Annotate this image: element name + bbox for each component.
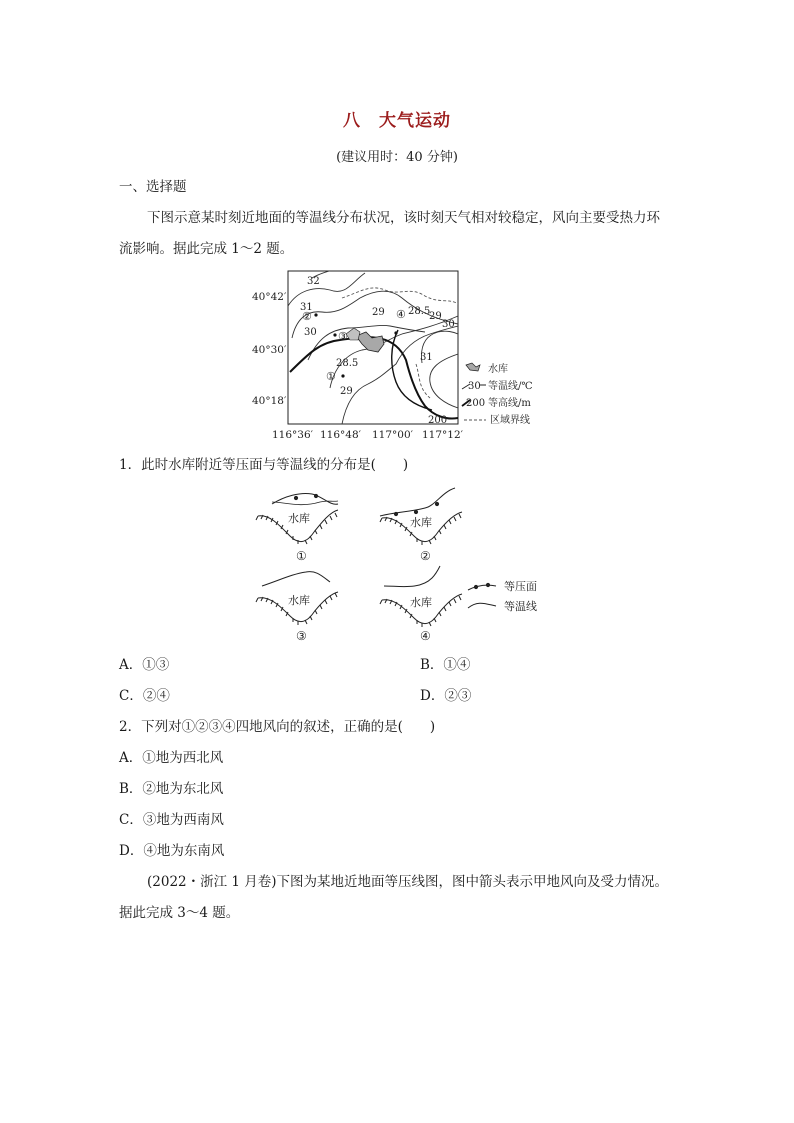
q1-diagrams <box>250 486 550 646</box>
lon-label-3: 117°00′ <box>372 429 414 441</box>
lat-label-1: 40°42′ <box>252 291 287 303</box>
lon-label-1: 116°36′ <box>272 429 314 441</box>
isotherm-label: 29 <box>340 386 353 397</box>
lon-label-4: 117°12′ <box>422 429 464 441</box>
intro2-line2: 据此完成 3～4 题。 <box>119 905 240 921</box>
q1-option-b[interactable]: B．①④ <box>420 657 471 673</box>
lon-label-2: 116°48′ <box>320 429 362 441</box>
legend-boundary: 区域界线 <box>490 415 530 426</box>
panel-2-reservoir: 水库 <box>410 516 432 529</box>
intro1-line2: 流影响。据此完成 1～2 题。 <box>119 241 294 257</box>
intro1-line1: 下图示意某时刻近地面的等温线分布状况，该时刻天气相对较稳定，风向主要受热力环 <box>147 210 660 226</box>
isotherm-label: 30 <box>442 319 455 330</box>
point-4-label: ④ <box>396 308 406 321</box>
section-heading: 一、选择题 <box>119 179 187 195</box>
panel-3-reservoir: 水库 <box>288 594 310 607</box>
panel-2-number: ② <box>420 549 431 563</box>
point-1-label: ① <box>326 370 336 383</box>
contour-label: 200 <box>428 415 448 426</box>
isotherm-label: 29 <box>429 311 442 322</box>
lat-label-2: 40°30′ <box>252 344 287 356</box>
legend-contour-value: 200 <box>466 398 486 409</box>
legend-contour: 等高线/m <box>488 398 531 409</box>
q1-option-c[interactable]: C．②④ <box>119 688 170 704</box>
panel-4-reservoir: 水库 <box>410 596 432 609</box>
point-3-label: ③ <box>338 330 348 343</box>
isotherm-map <box>250 268 550 444</box>
q1-option-a[interactable]: A．①③ <box>119 657 170 673</box>
q2-stem: 2．下列对①②③④四地风向的叙述，正确的是( ) <box>119 719 436 735</box>
panel-1-number: ① <box>296 549 307 563</box>
legend-isotherm-q1: 等温线 <box>504 600 537 613</box>
isotherm-label: 30 <box>304 327 317 338</box>
panel-3-number: ③ <box>296 629 307 643</box>
q2-option-d[interactable]: D．④地为东南风 <box>119 843 225 859</box>
q2-option-b[interactable]: B．②地为东北风 <box>119 781 224 797</box>
isotherm-label: 29 <box>372 307 385 318</box>
time-hint: (建议用时：40 分钟) <box>336 150 458 165</box>
q1-stem: 1．此时水库附近等压面与等温线的分布是( ) <box>119 457 409 473</box>
lat-label-3: 40°18′ <box>252 395 287 407</box>
q1-option-d[interactable]: D．②③ <box>420 688 472 704</box>
legend-reservoir: 水库 <box>488 364 508 375</box>
legend-isotherm-value: 30 <box>468 381 481 392</box>
isotherm-label: 32 <box>307 276 320 287</box>
legend-isotherm: 等温线/℃ <box>488 381 533 392</box>
isotherm-label: 31 <box>300 302 313 313</box>
q2-option-a[interactable]: A．①地为西北风 <box>119 750 224 766</box>
isotherm-label: 31 <box>420 352 433 363</box>
page-title: 八 大气运动 <box>343 111 451 131</box>
intro2-line1: (2022・浙江 1 月卷)下图为某地近地面等压线图，图中箭头表示甲地风向及受力情况。 <box>147 874 669 890</box>
isotherm-label: 28.5 <box>408 306 431 317</box>
legend-isobaric: 等压面 <box>504 580 537 593</box>
q2-option-c[interactable]: C．③地为西南风 <box>119 812 224 828</box>
point-2-label: ② <box>302 310 312 323</box>
isotherm-label: 28.5 <box>336 358 359 369</box>
panel-1-reservoir: 水库 <box>288 512 310 525</box>
panel-4-number: ④ <box>420 629 431 643</box>
